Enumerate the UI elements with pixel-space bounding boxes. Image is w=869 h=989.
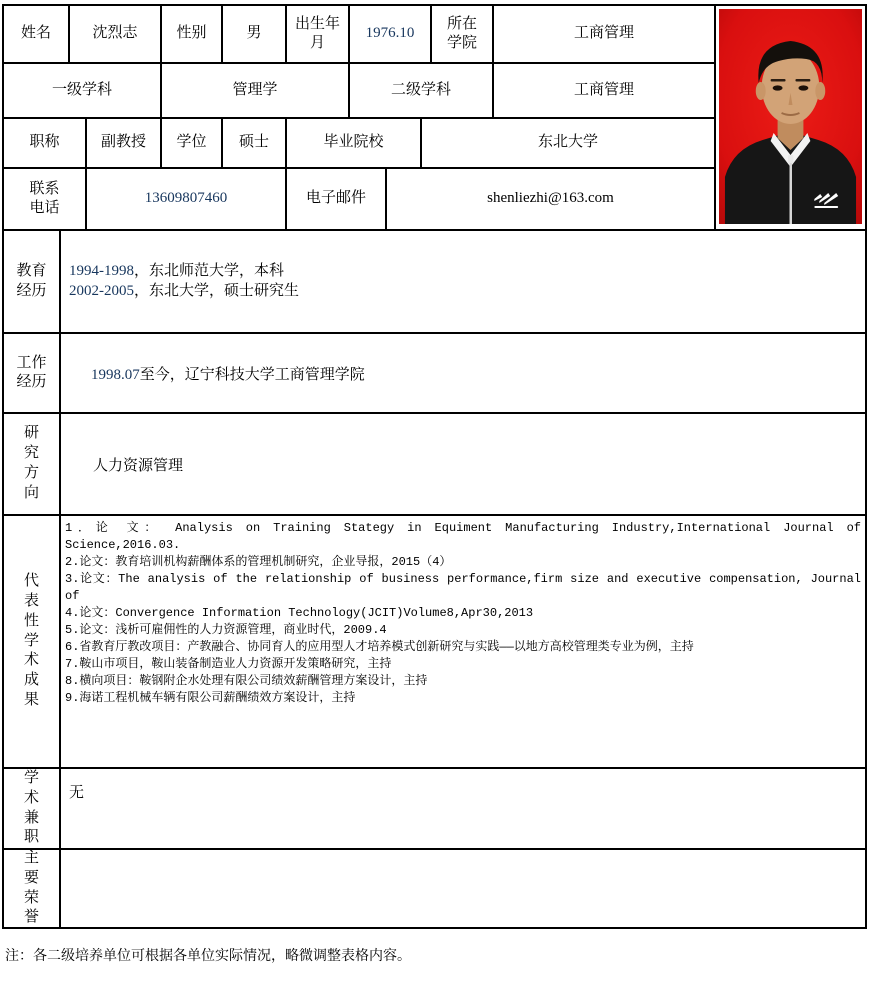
gender-label-cell xyxy=(162,6,223,62)
title-value-cell xyxy=(87,119,162,167)
honors-content xyxy=(61,850,865,927)
row-research xyxy=(4,414,865,516)
row-basic-info xyxy=(4,6,714,64)
portrait-photo xyxy=(714,6,865,229)
work-line-years: 1998.07 xyxy=(91,366,140,383)
birth-label-cell xyxy=(287,6,350,62)
school-value: 东北大学 xyxy=(537,134,598,151)
discipline1-value-cell xyxy=(162,64,350,117)
parttime-label: 学术兼职 xyxy=(23,769,39,846)
discipline1-value: 管理学 xyxy=(232,81,278,98)
discipline1-label-cell xyxy=(4,64,162,117)
research-label: 研究方向 xyxy=(23,425,39,501)
row-disciplines xyxy=(4,64,714,119)
name-value-cell xyxy=(70,6,162,62)
email-label: 电子邮件 xyxy=(305,190,366,207)
achievements-label: 代表性学术成果 xyxy=(23,573,39,708)
achievements-label-cell xyxy=(4,516,61,767)
education-content xyxy=(61,231,865,332)
discipline1-label: 一级学科 xyxy=(51,81,112,98)
work-label: 工作经历 xyxy=(16,354,47,390)
college-value-cell xyxy=(494,6,714,62)
phone-value-cell xyxy=(87,169,287,229)
discipline2-value: 工商管理 xyxy=(573,81,634,98)
degree-label-cell xyxy=(162,119,223,167)
header-block xyxy=(4,6,865,231)
degree-value: 硕士 xyxy=(238,134,269,151)
work-content xyxy=(61,334,865,412)
honors-label: 主要荣誉 xyxy=(23,849,39,926)
achievement-item: 8.横向项目：鞍钢附企水处理有限公司绩效薪酬管理方案设计，主持 xyxy=(65,674,428,688)
achievement-item: 2.论文：教育培训机构薪酬体系的管理机制研究，企业导报，2015（4） xyxy=(65,555,452,569)
education-label: 教育经历 xyxy=(16,263,47,299)
name-label-cell xyxy=(4,6,70,62)
phone-label: 联系电话 xyxy=(29,180,60,216)
achievements-content xyxy=(61,516,865,767)
discipline2-label-cell xyxy=(350,64,494,117)
birth-value: 1976.10 xyxy=(365,25,415,42)
gender-value-cell xyxy=(223,6,287,62)
research-label-cell xyxy=(4,414,61,514)
education-label-cell xyxy=(4,231,61,332)
school-label: 毕业院校 xyxy=(323,134,384,151)
email-value: shenliezhi@163.com xyxy=(487,190,614,207)
row-contact xyxy=(4,169,714,229)
achievement-item: 3.论文：The analysis of the relationship of business performance,firm size and executive compensation, Journal of xyxy=(65,572,861,603)
education-line-2 xyxy=(69,282,865,302)
work-line-text: 至今，辽宁科技大学工商管理学院 xyxy=(139,366,365,383)
title-value: 副教授 xyxy=(100,134,146,151)
row-title-degree xyxy=(4,119,714,169)
education-line-1 xyxy=(69,262,865,282)
email-value-cell xyxy=(387,169,714,229)
title-label-cell xyxy=(4,119,87,167)
achievement-item: 5.论文：浅析可雇佣性的人力资源管理，商业时代，2009.4 xyxy=(65,623,387,637)
education-line-2-years: 2002-2005 xyxy=(69,282,134,299)
college-value: 工商管理 xyxy=(573,25,634,42)
row-honors xyxy=(4,850,865,927)
parttime-content xyxy=(61,769,865,848)
parttime-value: 无 xyxy=(69,785,85,801)
phone-value: 13609807460 xyxy=(144,190,228,207)
gender-value: 男 xyxy=(246,25,262,42)
row-achievements xyxy=(4,516,865,769)
footer-note: 注：各二级培养单位可根据各单位实际情况，略微调整表格内容。 xyxy=(5,949,411,964)
phone-label-cell xyxy=(4,169,87,229)
degree-label: 学位 xyxy=(176,134,207,151)
education-line-1-years: 1994-1998 xyxy=(69,263,134,279)
achievement-item: 6.省教育厅教改项目：产教融合、协同育人的应用型人才培养模式创新研究与实践——以地方高校管理类专业为例，主持 xyxy=(65,640,694,654)
education-line-2-text: ，东北大学，硕士研究生 xyxy=(134,282,300,299)
school-label-cell xyxy=(287,119,422,167)
gender-label: 性别 xyxy=(176,25,207,42)
portrait-photo-image xyxy=(719,9,862,224)
title-label: 职称 xyxy=(29,134,60,151)
college-label: 所在学院 xyxy=(446,15,477,51)
research-value: 人力资源管理 xyxy=(93,457,184,474)
row-parttime xyxy=(4,769,865,850)
faculty-profile-table xyxy=(2,4,867,929)
school-value-cell xyxy=(422,119,714,167)
birth-label: 出生年月 xyxy=(294,15,340,51)
email-label-cell xyxy=(287,169,387,229)
achievement-item: 1．论 文： Analysis on Training Stategy in Equiment Manufacturing Industry,International Journal of Science,2016.03. xyxy=(65,521,861,552)
work-line xyxy=(91,363,865,384)
row-work xyxy=(4,334,865,414)
honors-label-cell xyxy=(4,850,61,927)
parttime-label-cell xyxy=(4,769,61,848)
achievement-item: 7.鞍山市项目，鞍山装备制造业人力资源开发策略研究，主持 xyxy=(65,657,392,671)
discipline2-value-cell xyxy=(494,64,714,117)
name-value: 沈烈志 xyxy=(92,25,138,42)
birth-value-cell xyxy=(350,6,432,62)
discipline2-label: 二级学科 xyxy=(390,81,451,98)
row-education xyxy=(4,231,865,334)
work-label-cell xyxy=(4,334,61,412)
degree-value-cell xyxy=(223,119,287,167)
research-content xyxy=(61,414,865,514)
achievement-item: 4.论文：Convergence Information Technology(JCIT)Volume8,Apr30,2013 xyxy=(65,606,534,620)
college-label-cell xyxy=(432,6,494,62)
header-left xyxy=(4,6,714,229)
achievement-item: 9.海诺工程机械车辆有限公司薪酬绩效方案设计，主持 xyxy=(65,691,356,705)
education-line-1-text: ，东北师范大学，本科 xyxy=(134,263,285,279)
name-label: 姓名 xyxy=(20,25,51,42)
